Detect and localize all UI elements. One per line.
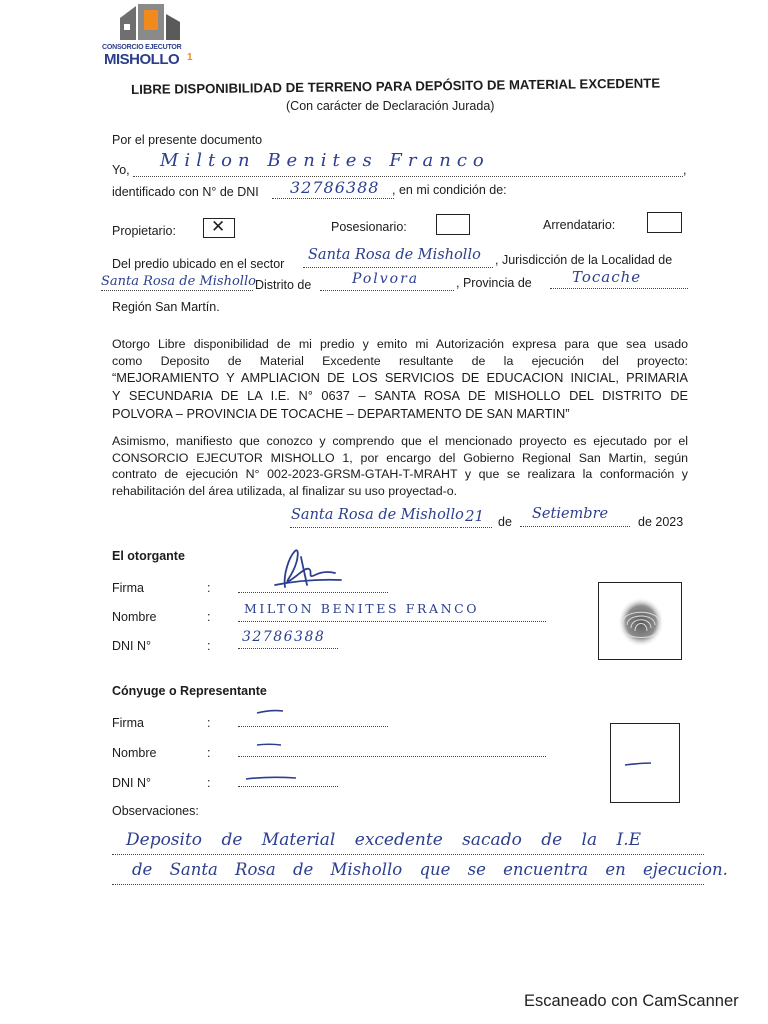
jurisdiccion-label: , Jurisdicción de la Localidad de [495,253,673,267]
localidad-handwritten: Santa Rosa de Mishollo [101,274,256,289]
propietario-check-mark: ✕ [211,217,226,236]
arrendatario-label: Arrendatario: [543,218,616,232]
logo-building-icon [116,0,186,44]
localidad-dotted-line [101,290,253,291]
otorgante-nombre-handwritten: MILTON BENITES FRANCO [244,601,480,616]
fingerprint-image [613,595,669,649]
document-title: LIBRE DISPONIBILIDAD DE TERRENO PARA DEPÓSITO DE MATERIAL EXCEDENTE [131,75,661,97]
otorgante-nombre-colon: : [207,610,211,624]
conyuge-dni-dotted-line [238,786,338,787]
otorgante-dni-colon: : [207,639,211,653]
body-p1-line4: Y SECUNDARIA DE LA I.E. N° 0637 – SANTA ROSA DE MISHOLLO DEL DISTRITO DE [112,388,688,403]
conyuge-dni-dash [244,774,299,782]
conyuge-nombre-dash [255,741,283,749]
date-day-dotted-line [460,527,492,528]
date-month-handwritten: Setiembre [532,506,609,522]
body-p1-line2: como Deposito de Material Excedente resultante de la ejecución del proyecto: [112,353,688,368]
distrito-dotted-line [320,290,454,291]
body-paragraph-2 [112,433,688,499]
date-place-handwritten: Santa Rosa de Mishollo [291,507,464,523]
logo-number: 1 [187,52,193,63]
arrendatario-checkbox[interactable] [647,212,682,233]
otorgante-dni-handwritten: 32786388 [242,629,326,645]
condicion-label: , en mi condición de: [392,183,507,197]
yo-label: Yo, [112,163,130,177]
posesionario-label: Posesionario: [331,220,407,234]
yo-comma: , [683,163,687,177]
conyuge-heading: Cónyuge o Representante [112,684,267,698]
conyuge-firma-dotted-line [238,726,388,727]
body-p2-line3: contrato de ejecución N° 002-2023-GRSM-GTAH-T-MRAHT y que se realizara la conformación y [112,467,688,481]
body-paragraph-1 [112,336,688,423]
date-month-dotted-line [520,526,630,527]
otorgante-dni-dotted-line [238,648,338,649]
dni-handwritten: 32786388 [290,178,380,197]
propietario-checkbox[interactable] [203,218,235,238]
conyuge-firma-label: Firma [112,716,144,730]
conyuge-nombre-label: Nombre [112,746,157,760]
observaciones-line-1: Deposito de Material excedente sacado de la I.E [126,830,642,850]
distrito-handwritten: Polvora [352,271,420,287]
intro-documento: Por el presente documento [112,133,263,147]
sector-label: Del predio ubicado en el sector [112,257,285,271]
observaciones-label: Observaciones: [112,804,199,818]
observaciones-dotted-line-1 [112,854,704,855]
conyuge-nombre-colon: : [207,746,211,760]
date-day-handwritten: 21 [465,507,485,525]
camscanner-watermark: Escaneado con CamScanner [524,992,739,1010]
otorgante-dni-label: DNI N° [112,639,152,653]
body-p2-line1: Asimismo, manifiesto que conozco y comprendo que el mencionado proyecto es ejecutado por el [112,434,688,448]
fingerprint-box [598,582,682,660]
otorgante-signature [255,545,350,595]
conyuge-firma-colon: : [207,716,211,730]
dni-dotted-line [272,198,394,199]
conyuge-dni-colon: : [207,776,211,790]
body-p1-line5: POLVORA – PROVINCIA DE TOCACHE – DEPARTAMENTO DE SAN MARTIN” [112,406,570,421]
conyuge-firma-dash [255,708,285,716]
observaciones-line-2: de Santa Rosa de Mishollo que se encuentra en ejecucion. [132,860,728,879]
observaciones-dotted-line-2 [112,884,704,885]
document-subtitle: (Con carácter de Declaración Jurada) [286,99,495,113]
provincia-label: , Provincia de [456,276,532,290]
logo-line1: CONSORCIO EJECUTOR [102,44,182,51]
conyuge-dni-label: DNI N° [112,776,152,790]
conyuge-nombre-dotted-line [238,756,546,757]
date-year: de 2023 [638,515,684,529]
conyuge-fingerprint-dash [623,760,653,768]
sector-handwritten: Santa Rosa de Mishollo [308,247,481,263]
body-p1-line3: “MEJORAMIENTO Y AMPLIACION DE LOS SERVICIOS DE EDUCACION INICIAL, PRIMARIA [112,370,688,385]
body-p1-line1: Otorgo Libre disponibilidad de mi predio y emito mi Autorización expresa para que sea usado [112,337,688,351]
logo-line2: MISHOLLO [104,51,180,68]
otorgante-nombre-label: Nombre [112,610,157,624]
distrito-label: Distrito de [255,278,312,292]
company-logo [100,0,210,70]
otorgante-nombre-dotted-line [238,621,546,622]
yo-name-handwritten: Milton Benites Franco [160,150,490,171]
yo-dotted-line [133,176,683,177]
conyuge-fingerprint-box [610,723,680,803]
date-de-1: de [498,515,512,529]
dni-label: identificado con N° de DNI [112,185,259,199]
otorgante-firma-colon: : [207,581,211,595]
propietario-label: Propietario: [112,224,176,238]
region-text: Región San Martín. [112,300,220,314]
provincia-handwritten: Tocache [572,268,642,286]
otorgante-heading: El otorgante [112,549,185,563]
posesionario-checkbox[interactable] [436,214,470,235]
sector-dotted-line [303,267,493,268]
date-place-dotted-line [290,527,458,528]
body-p2-line4: rehabilitación del área utilizada, al finalizar su uso proyectad-o. [112,483,458,498]
provincia-dotted-line [550,288,688,289]
body-p2-line2: CONSORCIO EJECUTOR MISHOLLO 1, por encargo del Gobierno Regional San Martin, según [112,450,688,465]
otorgante-firma-label: Firma [112,581,144,595]
